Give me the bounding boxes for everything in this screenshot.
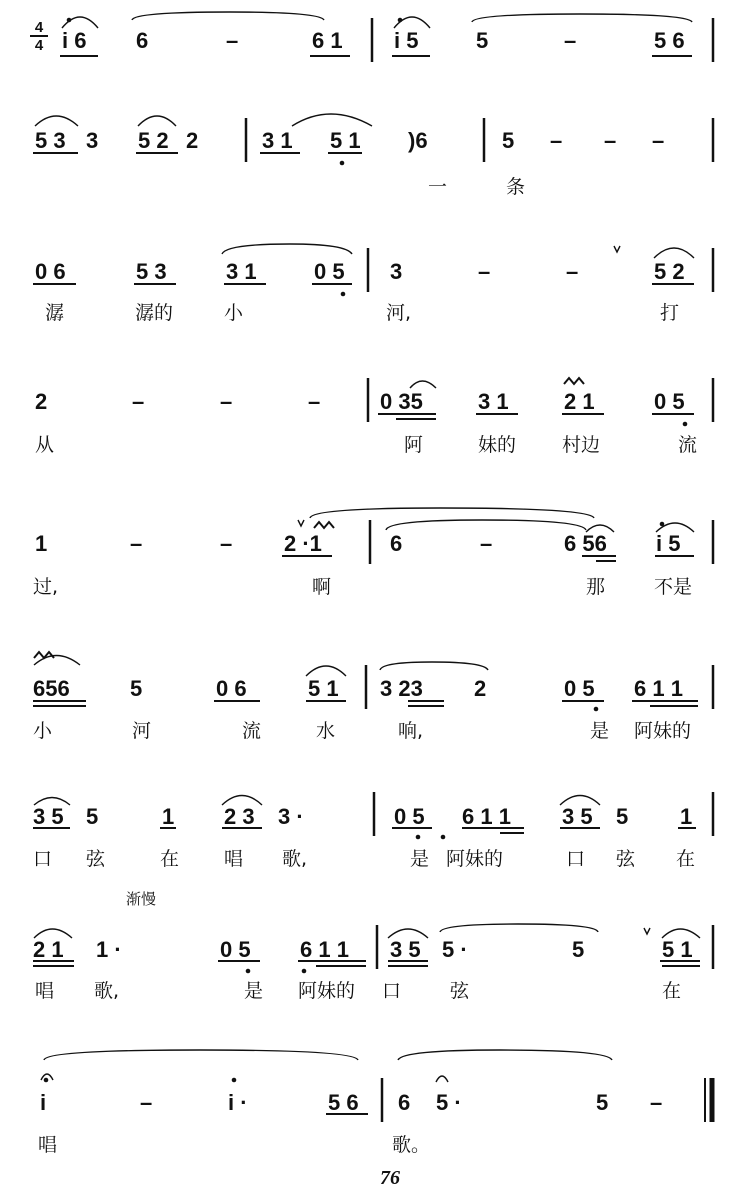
note-group: –	[140, 1090, 153, 1115]
lyric: 啊	[312, 576, 332, 598]
time-signature	[30, 20, 48, 53]
lyric: 歌,	[94, 980, 120, 1002]
note-group: 1	[162, 804, 175, 829]
lyric: 阿妹的	[298, 980, 356, 1002]
note-group: i ·	[228, 1090, 248, 1115]
lyric: 那	[586, 576, 606, 598]
lyric: 从	[35, 434, 55, 456]
note-group: 3 5	[562, 804, 593, 829]
note-group: 6 1 1	[462, 804, 511, 829]
lyric: 弦	[86, 848, 106, 870]
note-group: –	[130, 531, 143, 556]
lyric: 打	[660, 302, 680, 324]
note-group: 0 6	[35, 259, 66, 284]
lyric: 过,	[33, 576, 59, 598]
lyric: 口	[566, 848, 586, 870]
lyric: 口	[33, 848, 53, 870]
lyric: 流	[678, 434, 698, 456]
note-group: 2	[35, 389, 48, 414]
note-group: 1	[35, 531, 48, 556]
lyric: 潺	[45, 302, 65, 324]
note-group: i	[40, 1090, 47, 1115]
note-group: 1 ·	[96, 937, 122, 962]
note-group: –	[604, 128, 617, 153]
lyric: 水	[316, 720, 336, 742]
note-group: 3 ·	[278, 804, 304, 829]
lyric: 村边	[562, 434, 601, 456]
note-group: 3 5	[33, 804, 64, 829]
lyric: 唱	[35, 980, 55, 1002]
note-group: –	[220, 389, 233, 414]
note-group: –	[220, 531, 233, 556]
lyric: 歌。	[392, 1134, 431, 1156]
lyric: 歌,	[282, 848, 308, 870]
note-group: 5	[596, 1090, 609, 1115]
note-group: 5	[616, 804, 629, 829]
note-group: 3	[390, 259, 403, 284]
note-group: 3 5	[390, 937, 421, 962]
lyric: 是	[410, 848, 430, 870]
note-group: 6 1 1	[634, 676, 683, 701]
note-group: 5 2	[654, 259, 685, 284]
lyric: 流	[242, 720, 262, 742]
note-group: 5 6	[654, 28, 685, 53]
lyric: 潺的	[135, 302, 174, 324]
note-group: 5	[572, 937, 585, 962]
note-group: 6	[390, 531, 403, 556]
note-group: –	[652, 128, 665, 153]
note-group: 0 5	[654, 389, 685, 414]
note-group: 656	[33, 676, 70, 701]
note-group: 2	[474, 676, 487, 701]
note-group: 3 1	[478, 389, 509, 414]
fermata-marks	[41, 1074, 448, 1082]
lyric: 小	[224, 302, 244, 324]
lyric: 河,	[386, 302, 412, 324]
lyric: 弦	[450, 980, 470, 1002]
note-group: –	[650, 1090, 663, 1115]
note-group: 0 5	[220, 937, 251, 962]
note-group: –	[478, 259, 491, 284]
note-group: –	[550, 128, 563, 153]
note-group: 5 3	[136, 259, 167, 284]
tempo-marking: 渐慢	[126, 890, 157, 908]
note-group: 0 35	[380, 389, 423, 414]
note-group: 5 6	[328, 1090, 359, 1115]
note-group: 3 1	[226, 259, 257, 284]
note-group: 5 1	[330, 128, 361, 153]
lyric: 一	[428, 176, 448, 198]
note-group: 2	[186, 128, 199, 153]
note-group: i 5	[656, 531, 681, 556]
lyric: 在	[676, 848, 696, 870]
note-group: 5	[130, 676, 143, 701]
lyric: 唱	[224, 848, 244, 870]
note-group: –	[226, 28, 239, 53]
note-group: 5 1	[308, 676, 339, 701]
note-group: 5	[502, 128, 515, 153]
note-group: 5 ·	[442, 937, 468, 962]
lyric: 小	[33, 720, 53, 742]
note-group: 6 56	[564, 531, 607, 556]
note-group: 3	[86, 128, 99, 153]
note-group: 5 2	[138, 128, 169, 153]
note-group: 3 23	[380, 676, 423, 701]
note-group: i 5	[394, 28, 419, 53]
lyric: 在	[662, 980, 682, 1002]
lyric: 阿妹的	[634, 720, 692, 742]
note-group: 0 5	[394, 804, 425, 829]
lyric: 是	[244, 980, 264, 1002]
note-group: –	[480, 531, 493, 556]
note-group: 6 1 1	[300, 937, 349, 962]
note-group: 0 5	[314, 259, 345, 284]
note-group: –	[564, 28, 577, 53]
note-group: )6	[408, 128, 428, 153]
note-group: –	[308, 389, 321, 414]
note-group: 2 3	[224, 804, 255, 829]
note-group: 6	[136, 28, 149, 53]
page-number: 76	[380, 1167, 400, 1189]
note-group: –	[566, 259, 579, 284]
note-group: 5 1	[662, 937, 693, 962]
lyric: 阿妹的	[446, 848, 504, 870]
lyric: 条	[506, 176, 526, 198]
note-group: 5 ·	[436, 1090, 462, 1115]
mordent-marks	[34, 378, 584, 658]
note-group: 2 ·1	[284, 531, 322, 556]
lyric: 唱	[38, 1134, 58, 1156]
lyric: 在	[160, 848, 180, 870]
lyric: 不是	[654, 576, 693, 598]
note-group: 2 1	[564, 389, 595, 414]
time-signature-denominator: 4	[30, 35, 48, 53]
lyric: 妹的	[478, 434, 517, 456]
lyric: 弦	[616, 848, 636, 870]
note-group: 0 5	[564, 676, 595, 701]
note-group: 5 3	[35, 128, 66, 153]
lyric: 河	[132, 720, 152, 742]
note-group: 1	[680, 804, 693, 829]
note-group: i 6	[62, 28, 87, 53]
note-group: 6 1	[312, 28, 343, 53]
note-group: 3 1	[262, 128, 293, 153]
note-group: 6	[398, 1090, 411, 1115]
note-group: –	[132, 389, 145, 414]
time-signature-numerator: 4	[34, 19, 44, 36]
lyric: 响,	[398, 720, 424, 742]
note-group: 5	[86, 804, 99, 829]
note-group: 2 1	[33, 937, 64, 962]
lyric: 口	[382, 980, 402, 1002]
lyric: 阿	[404, 434, 424, 456]
lyric: 是	[590, 720, 610, 742]
note-group: 5	[476, 28, 489, 53]
note-group: 0 6	[216, 676, 247, 701]
